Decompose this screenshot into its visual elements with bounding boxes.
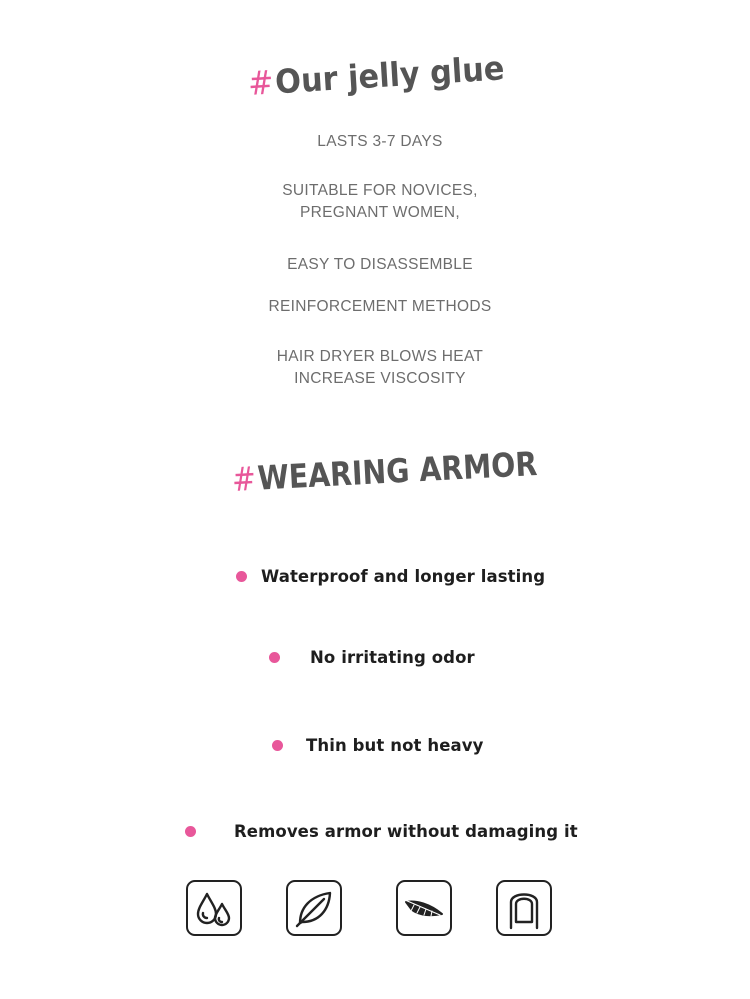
feature-line: EASY TO DISASSEMBLE <box>287 256 473 273</box>
bullet-text: Thin but not heavy <box>306 736 484 755</box>
feature-line: REINFORCEMENT METHODS <box>268 298 492 315</box>
feather-icon <box>396 880 452 936</box>
feature-line: INCREASE VISCOSITY <box>294 370 466 387</box>
wearing-armor-heading <box>231 444 538 499</box>
bullet-dot <box>269 652 280 663</box>
bullet-dot <box>236 571 247 582</box>
water-drops-icon <box>186 880 242 936</box>
bullet-item <box>272 736 483 755</box>
bullet-text: Waterproof and longer lasting <box>261 567 546 586</box>
feature-line: PREGNANT WOMEN, <box>299 204 461 221</box>
bullet-text: No irritating odor <box>310 648 475 667</box>
feature-line: LASTS 3-7 DAYS <box>317 133 443 150</box>
bullet-dot <box>272 740 283 751</box>
bullet-item <box>185 822 578 841</box>
hashtag-symbol: # <box>230 458 257 499</box>
feature-line: SUITABLE FOR NOVICES, <box>282 182 478 199</box>
bullet-item <box>236 567 545 586</box>
fingernail-icon <box>496 880 552 936</box>
bullet-item <box>269 648 475 667</box>
bullet-text: Removes armor without damaging it <box>234 822 578 841</box>
jelly-glue-title: Our jelly glue <box>274 48 506 102</box>
leaf-icon <box>286 880 342 936</box>
jelly-glue-heading <box>247 48 506 103</box>
feature-line: HAIR DRYER BLOWS HEAT <box>276 348 484 365</box>
wearing-armor-title: WEARING ARMOR <box>256 444 539 498</box>
bullet-dot <box>185 826 196 837</box>
hashtag-symbol: # <box>246 62 275 103</box>
